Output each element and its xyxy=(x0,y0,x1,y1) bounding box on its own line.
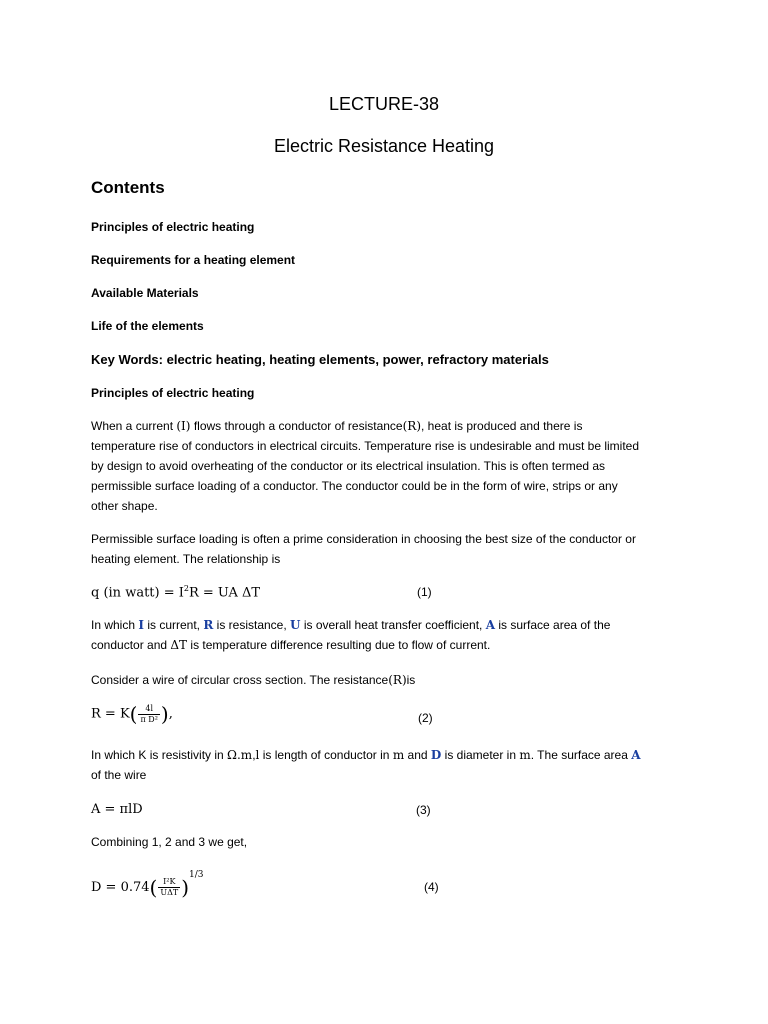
equation-2: R = K( $\frac{4l}{\text{π D²}}$ ), xyxy=(91,702,173,726)
keywords: Key Words: electric heating, heating elements, power, refractory materials xyxy=(91,352,549,367)
contents-item: Available Materials xyxy=(91,286,199,300)
paragraph-line: heating element. The relationship is xyxy=(91,552,281,566)
lecture-number: LECTURE-38 xyxy=(328,94,440,114)
equation-1-number: (1) xyxy=(417,585,432,599)
fraction: $\frac{\text{I²K}}{\text{UΔT}}$ xyxy=(160,877,179,897)
paragraph-combining xyxy=(91,832,691,852)
fraction: $\frac{4l}{\text{π D²}}$ xyxy=(140,703,158,724)
equation-2-number: (2) xyxy=(418,711,433,725)
paragraph-line: In which I is current, R is resistance, U is overall heat transfer coefficient, A is surface area of the xyxy=(91,618,611,632)
section-heading: Principles of electric heating xyxy=(91,386,255,400)
paragraph-line: Permissible surface loading is often a prime consideration in choosing the best size of the conductor or xyxy=(91,532,636,546)
contents-heading: Contents xyxy=(91,178,165,197)
paragraph-line: by design to avoid overheating of the conductor or its electrical insulation. This is often termed as xyxy=(91,459,606,473)
equation-4: D = 0.74( $\frac{\text{I²K}}{\text{UΔT}}$ )$^{1/3}$ xyxy=(91,870,204,900)
contents-item: Principles of electric heating xyxy=(91,220,255,234)
paragraph-current-heat xyxy=(91,416,691,516)
paragraph-line: Combining 1, 2 and 3 we get, xyxy=(91,835,248,849)
paragraph-line: permissible surface loading of a conductor. The conductor could be in the form of wire, strips or any xyxy=(91,479,618,493)
paragraph-resistivity xyxy=(91,745,691,785)
paragraph-line: In which K is resistivity in Ω.m,l is length of conductor in m and D is diameter in m. The surface area A xyxy=(91,748,641,762)
contents-item: Life of the elements xyxy=(91,319,204,333)
paragraph-symbols xyxy=(91,615,691,655)
paragraph-line: When a current (I) flows through a conductor of resistance(R), heat is produced and there is xyxy=(91,419,583,433)
paragraph-line: other shape. xyxy=(91,499,158,513)
equation-1: q (in watt) = $I^2R$ = UA ΔT xyxy=(91,584,261,601)
equation-3: A = πlD xyxy=(91,802,143,817)
equation-3-number: (3) xyxy=(416,803,431,817)
contents-item: Requirements for a heating element xyxy=(91,253,296,267)
paragraph-line: conductor and ΔT is temperature difference resulting due to flow of current. xyxy=(91,638,491,652)
equation-4-number: (4) xyxy=(424,880,439,894)
lecture-title: Electric Resistance Heating xyxy=(273,136,495,156)
paragraph-line: of the wire xyxy=(91,768,147,782)
paragraph-line: temperature rise of conductors in electrical circuits. Temperature rise is undesirable and must be limited xyxy=(91,439,640,453)
paragraph-line: Consider a wire of circular cross section. The resistance(R)is xyxy=(91,673,416,687)
paragraph-wire xyxy=(91,670,691,690)
paragraph-surface-loading xyxy=(91,529,691,569)
